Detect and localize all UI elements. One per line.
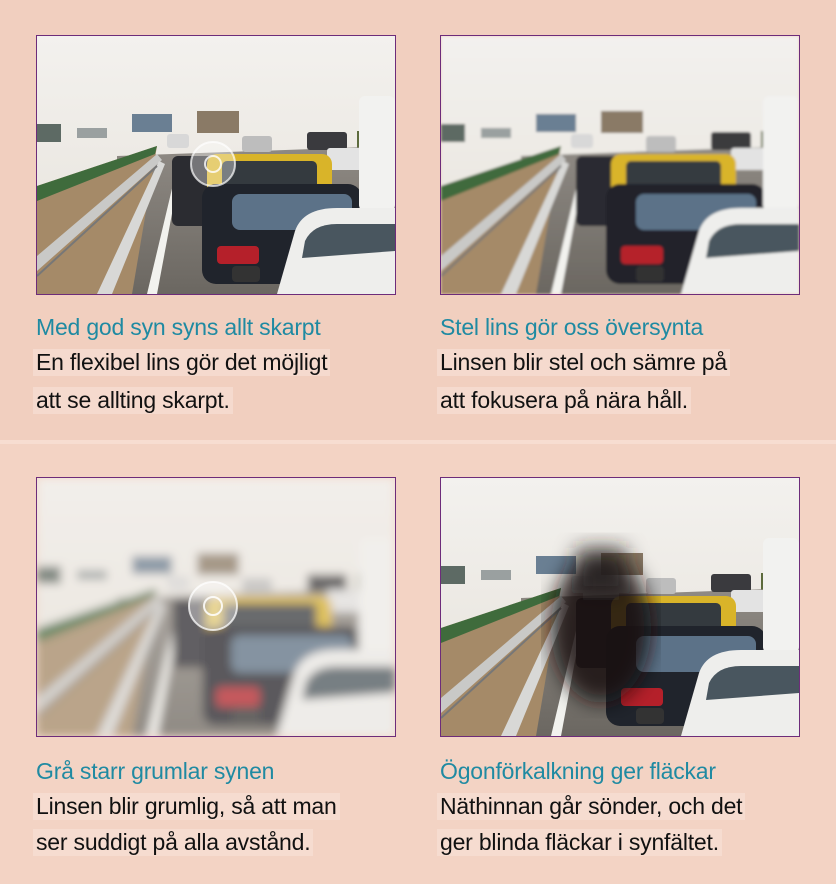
traffic-scene-farsighted xyxy=(441,36,799,294)
panel-title: Stel lins gör oss översynta xyxy=(440,314,704,340)
focus-ring-icon xyxy=(189,582,237,630)
panel-text-line: att fokusera på nära håll. xyxy=(437,387,691,414)
row-divider xyxy=(0,440,836,444)
panel-text-line: Linsen blir grumlig, så att man xyxy=(33,793,340,820)
panel-text-line: ser suddigt på alla avstånd. xyxy=(33,829,313,856)
panel-title: Ögonförkalkning ger fläckar xyxy=(440,758,716,784)
traffic-photo-blindspots xyxy=(440,477,800,737)
panel-text-line: Näthinnan går sönder, och det xyxy=(437,793,745,820)
traffic-photo-sharp xyxy=(36,35,396,295)
panel-text-line: ger blinda fläckar i synfältet. xyxy=(437,829,722,856)
traffic-photo-cataract xyxy=(36,477,396,737)
panel-title: Med god syn syns allt skarpt xyxy=(36,314,321,340)
panel-title: Grå starr grumlar synen xyxy=(36,758,275,784)
traffic-scene-blindspots xyxy=(441,478,799,736)
panel-text-line: Linsen blir stel och sämre på xyxy=(437,349,730,376)
traffic-photo-farsighted xyxy=(440,35,800,295)
traffic-scene-cataract xyxy=(37,478,395,736)
panel-text-line: En flexibel lins gör det möjligt xyxy=(33,349,330,376)
traffic-scene-sharp xyxy=(37,36,395,294)
panel-text-line: att se allting skarpt. xyxy=(33,387,233,414)
focus-ring-icon xyxy=(191,142,235,186)
